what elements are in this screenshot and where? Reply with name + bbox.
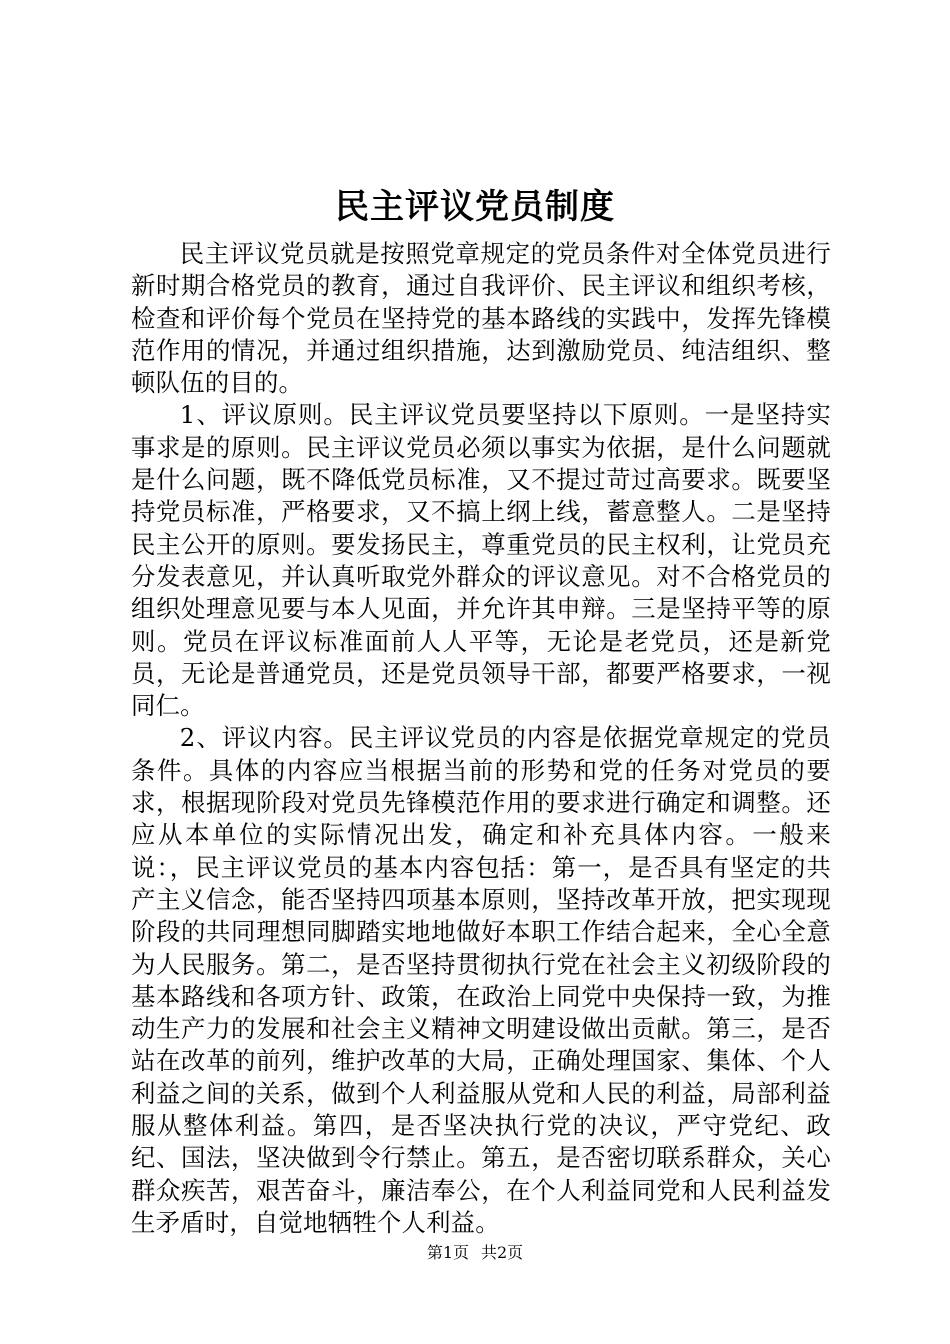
- page-number-total: 共2页: [481, 1243, 524, 1262]
- paragraph-principles: 1、评议原则。民主评议党员要坚持以下原则。一是坚持实事求是的原则。民主评议党员必须以事实为依据，是什么问题就是什么问题，既不降低党员标准，又不提过苛过高要求。既要坚持党员标准，严格要求，又不搞上纲上线，蓄意整人。二是坚持民主公开的原则。要发扬民主，尊重党员的民主权利，让党员充分发表意见，并认真听取党外群众的评议意见。对不合格党员的组织处理意见要与本人见面，并允许其申辩。三是坚持平等的原则。党员在评议标准面前人人平等，无论是老党员，还是新党员，无论是普通党员，还是党员领导干部，都要严格要求，一视同仁。: [131, 400, 831, 721]
- document-body: [131, 238, 831, 1239]
- paragraph-content: 2、评议内容。民主评议党员的内容是依据党章规定的党员条件。具体的内容应当根据当前的形势和党的任务对党员的要求，根据现阶段对党员先锋模范作用的要求进行确定和调整。还应从本单位的实际情况出发，确定和补充具体内容。一般来说：，民主评议党员的基本内容包括：第一，是否具有坚定的共产主义信念，能否坚持四项基本原则，坚持改革开放，把实现现阶段的共同理想同脚踏实地地做好本职工作结合起来，全心全意为人民服务。第二，是否坚持贯彻执行党在社会主义初级阶段的基本路线和各项方针、政策，在政治上同党中央保持一致，为推动生产力的发展和社会主义精神文明建设做出贡献。第三，是否站在改革的前列，维护改革的大局，正确处理国家、集体、个人利益之间的关系，做到个人利益服从党和人民的利益，局部利益服从整体利益。第四，是否坚决执行党的决议，严守党纪、政纪、国法，坚决做到令行禁止。第五，是否密切联系群众，关心群众疾苦，艰苦奋斗，廉洁奉公，在个人利益同党和人民利益发生矛盾时，自觉地牺牲个人利益。: [131, 723, 831, 1237]
- paragraph-intro: 民主评议党员就是按照党章规定的党员条件对全体党员进行新时期合格党员的教育，通过自我评价、民主评议和组织考核，检查和评价每个党员在坚持党的基本路线的实践中，发挥先锋模范作用的情况，并通过组织措施，达到激励党员、纯洁组织、整顿队伍的目的。: [131, 239, 831, 398]
- document-title: 民主评议党员制度: [335, 187, 615, 227]
- page-number-current: 第1页: [426, 1243, 469, 1262]
- page-footer: [0, 1242, 950, 1264]
